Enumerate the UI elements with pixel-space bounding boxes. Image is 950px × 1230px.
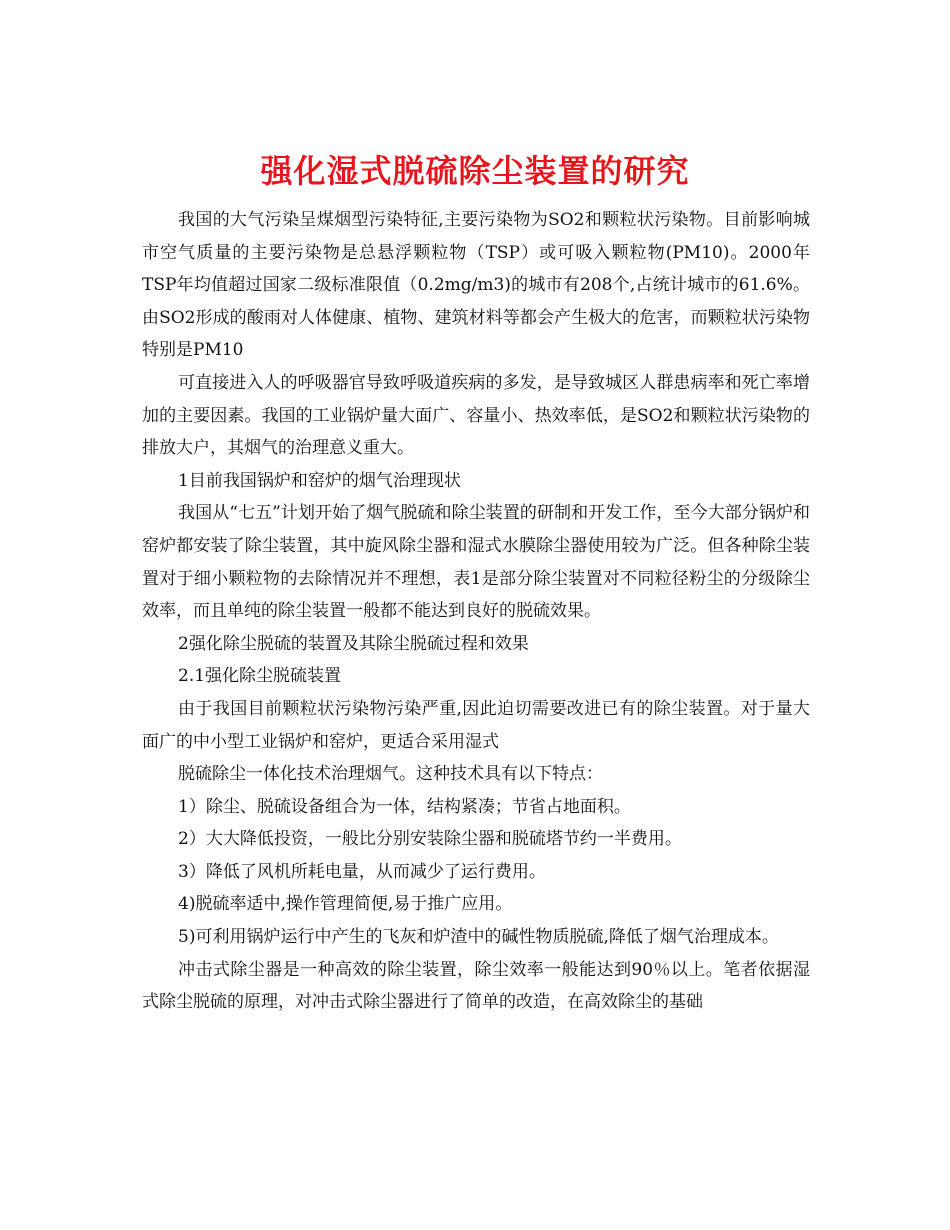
list-item: 4)脱硫率适中,操作管理简便,易于推广应用。 (178, 894, 513, 915)
list-item: 3）降低了风机所耗电量，从而减少了运行费用。 (178, 861, 546, 882)
document-title: 强化湿式脱硫除尘装置的研究 (260, 152, 690, 191)
section-heading: 2强化除尘脱硫的装置及其除尘脱硫过程和效果 (178, 633, 529, 654)
paragraph: 冲击式除尘器是一种高效的除尘装置，除尘效率一般能达到90％以上。笔者依据湿式除尘脱硫的原理，对冲击式除尘器进行了简单的改造，在高效除尘的基础 (142, 959, 810, 1013)
paragraph: 可直接进入人的呼吸器官导致呼吸道疾病的多发，是导致城区人群患病率和死亡率增加的主要因素。我国的工业锅炉量大面广、容量小、热效率低，是SO2和颗粒状污染物的排放大户，其烟气的治理意义重大。 (142, 372, 810, 459)
paragraph: 由于我国目前颗粒状污染物污染严重,因此迫切需要改进已有的除尘装置。对于量大面广的中小型工业锅炉和窑炉，更适合采用湿式 (142, 698, 810, 752)
paragraph: 脱硫除尘一体化技术治理烟气。这种技术具有以下特点： (178, 764, 603, 785)
list-item: 1）除尘、脱硫设备组合为一体，结构紧凑；节省占地面积。 (178, 796, 631, 817)
paragraph: 我国的大气污染呈煤烟型污染特征,主要污染物为SO2和颗粒状污染物。目前影响城市空气质量的主要污染物是总悬浮颗粒物（TSP）或可吸入颗粒物(PM10)。2000年TSP年均值超过国家二级标准限值（0.2mg/m3)的城市有208个,占统计城市的61.6%。由SO2形成的酸雨对人体健康、植物、建筑材料等都会产生极大的危害，而颗粒状污染物特别是PM10 (142, 210, 810, 361)
paragraph: 我国从“七五”计划开始了烟气脱硫和除尘装置的研制和开发工作，至今大部分锅炉和窑炉都安装了除尘装置，其中旋风除尘器和湿式水膜除尘器使用较为广泛。但各种除尘装置对于细小颗粒物的去除情况并不理想，表1是部分除尘装置对不同粒径粉尘的分级除尘效率，而且单纯的除尘装置一般都不能达到良好的脱硫效果。 (142, 503, 810, 622)
list-item: 5)可利用锅炉运行中产生的飞灰和炉渣中的碱性物质脱硫,降低了烟气治理成本。 (178, 927, 779, 948)
list-item: 2）大大降低投资，一般比分别安装除尘器和脱硫塔节约一半费用。 (178, 829, 682, 850)
document-body (142, 204, 810, 1019)
section-heading: 1目前我国锅炉和窑炉的烟气治理现状 (178, 470, 461, 491)
subsection-heading: 2.1强化除尘脱硫装置 (178, 666, 342, 687)
